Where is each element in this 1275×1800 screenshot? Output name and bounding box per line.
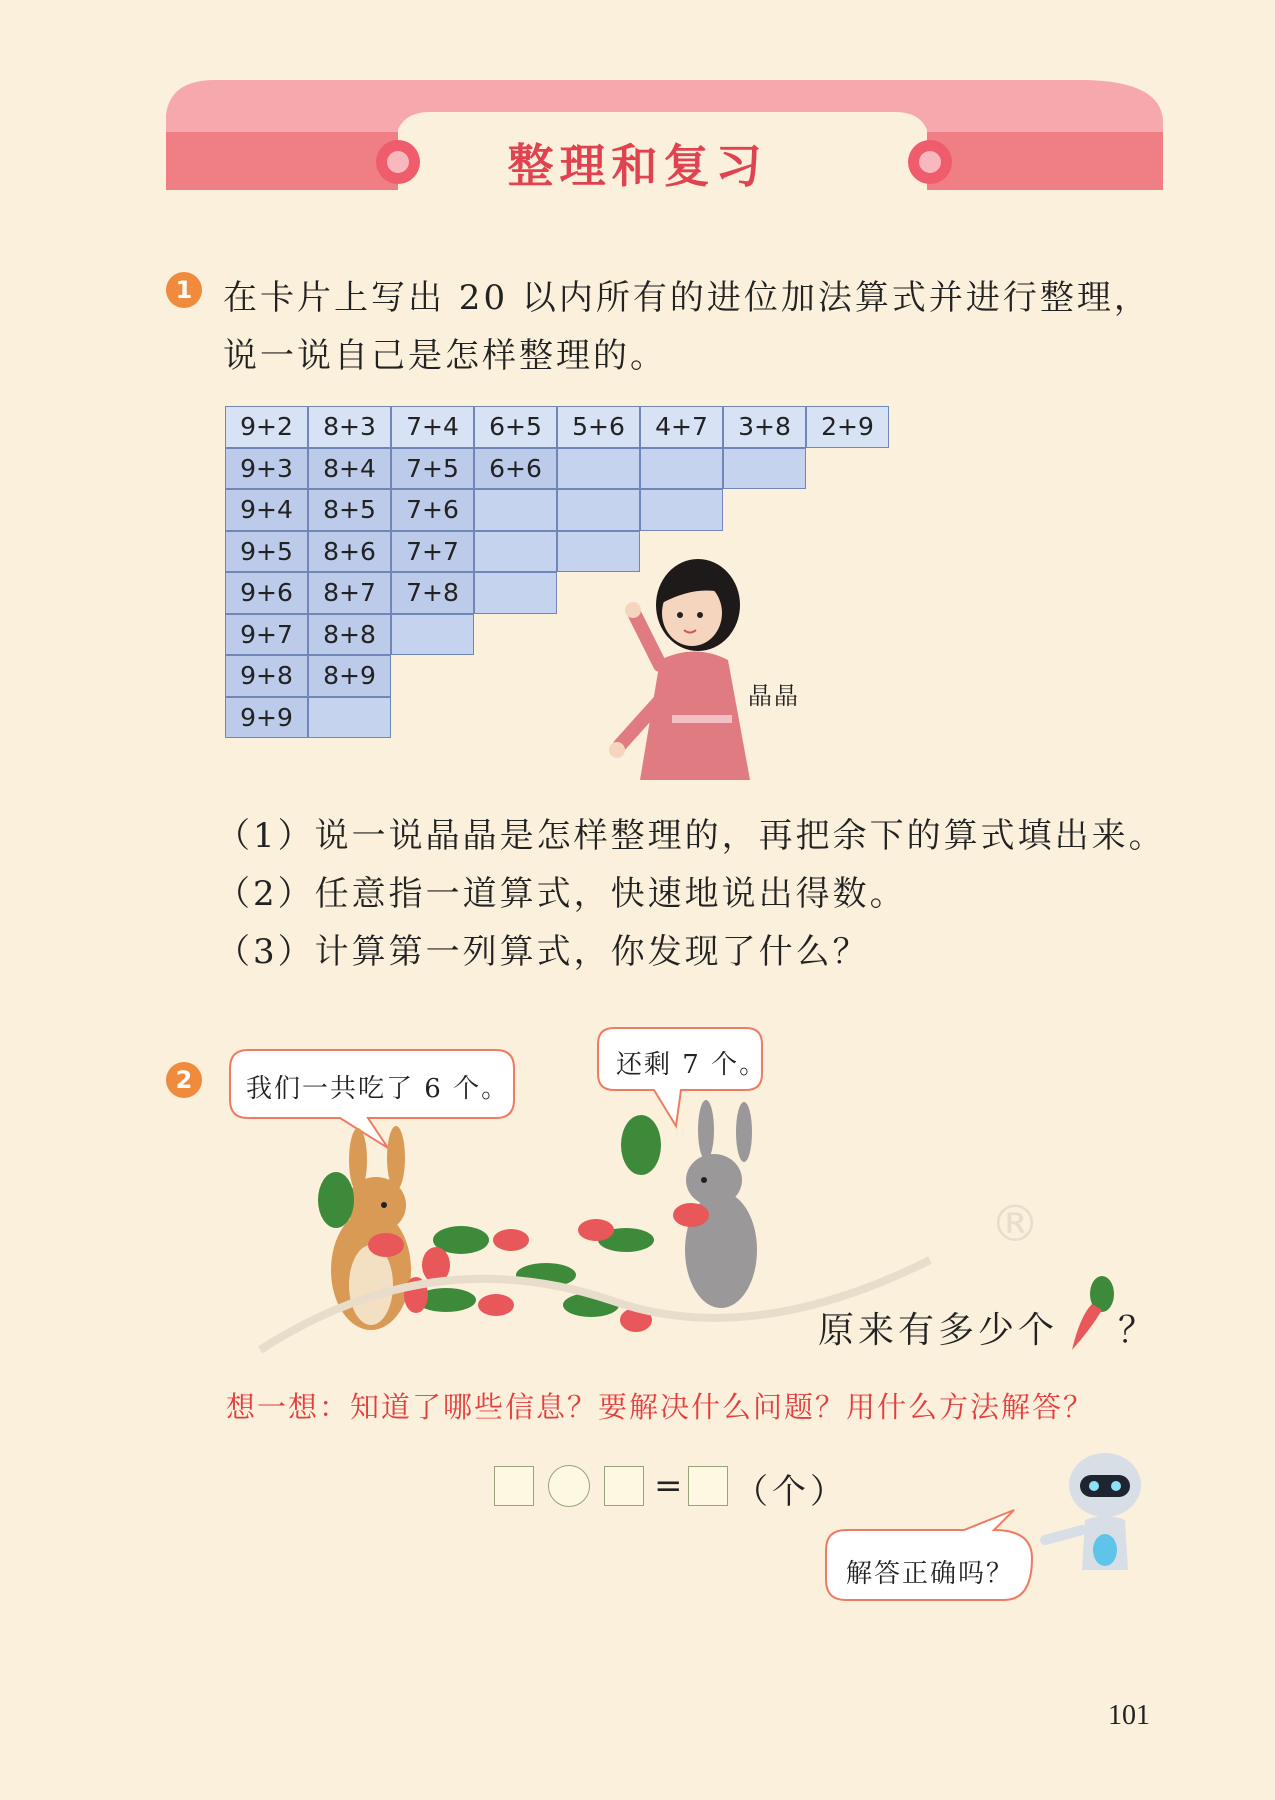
table-cell: 8+6 (308, 531, 391, 573)
table-cell: 7+7 (391, 531, 474, 573)
equation-unit: （个） (734, 1472, 848, 1512)
equation-operator-circle[interactable] (548, 1465, 590, 1507)
equation-box-result[interactable] (688, 1466, 728, 1506)
speech-bubble-right-text: 还剩 7 个。 (616, 1050, 768, 1080)
table-cell: 9+8 (225, 655, 308, 697)
table-cell: 9+6 (225, 572, 308, 614)
question-original-count: 原来有多少个 (818, 1310, 1059, 1351)
registered-mark: ® (990, 1195, 1040, 1253)
problem1-text-line1: 在卡片上写出 20 以内所有的进位加法算式并进行整理， (223, 278, 1151, 318)
table-cell (640, 448, 723, 490)
table-cell: 9+5 (225, 531, 308, 573)
robot-speech-text: 解答正确吗？ (846, 1559, 1015, 1589)
page-title: 整理和复习 (507, 139, 768, 193)
table-cell (474, 531, 557, 573)
table-cell: 7+6 (391, 489, 474, 531)
equation-box-1[interactable] (494, 1466, 534, 1506)
table-cell: 9+2 (225, 406, 308, 448)
question-1: （1）说一说晶晶是怎样整理的，再把余下的算式填出来。 (216, 816, 1166, 856)
table-cell: 4+7 (640, 406, 723, 448)
table-cell: 7+4 (391, 406, 474, 448)
question-mark: ？ (1118, 1310, 1155, 1351)
question-3: （3）计算第一列算式，你发现了什么？ (216, 932, 870, 972)
table-cell: 9+3 (225, 448, 308, 490)
equation-box-2[interactable] (604, 1466, 644, 1506)
table-cell (557, 448, 640, 490)
table-cell: 6+6 (474, 448, 557, 490)
problem1-text-line2: 说一说自己是怎样整理的。 (223, 336, 667, 376)
table-cell (557, 489, 640, 531)
table-cell: 5+6 (557, 406, 640, 448)
problem-number-1: 1 (166, 272, 202, 308)
table-cell (474, 489, 557, 531)
table-cell: 7+8 (391, 572, 474, 614)
table-cell: 7+5 (391, 448, 474, 490)
table-cell: 8+9 (308, 655, 391, 697)
radish-icon (1062, 1276, 1120, 1354)
table-cell: 9+7 (225, 614, 308, 656)
equals-sign: = (654, 1466, 683, 1506)
table-cell (640, 489, 723, 531)
table-cell: 8+7 (308, 572, 391, 614)
question-2: （2）任意指一道算式，快速地说出得数。 (216, 874, 907, 914)
character-name-jingjing: 晶晶 (748, 682, 800, 710)
table-cell: 8+8 (308, 614, 391, 656)
table-cell: 8+3 (308, 406, 391, 448)
table-cell (474, 572, 557, 614)
table-cell: 6+5 (474, 406, 557, 448)
speech-bubble-left-text: 我们一共吃了 6 个。 (246, 1074, 510, 1104)
table-cell: 8+5 (308, 489, 391, 531)
table-cell: 9+4 (225, 489, 308, 531)
table-cell: 8+4 (308, 448, 391, 490)
girl-illustration (600, 555, 780, 780)
problem-number-2: 2 (166, 1062, 202, 1098)
table-cell (391, 614, 474, 656)
table-cell: 3+8 (723, 406, 806, 448)
robot-icon (1030, 1450, 1150, 1580)
table-cell (308, 697, 391, 739)
table-cell: 9+9 (225, 697, 308, 739)
hint-text: 想一想：知道了哪些信息？要解决什么问题？用什么方法解答？ (226, 1390, 1095, 1424)
page-number: 101 (1108, 1700, 1150, 1731)
table-cell (723, 448, 806, 490)
table-cell: 2+9 (806, 406, 889, 448)
